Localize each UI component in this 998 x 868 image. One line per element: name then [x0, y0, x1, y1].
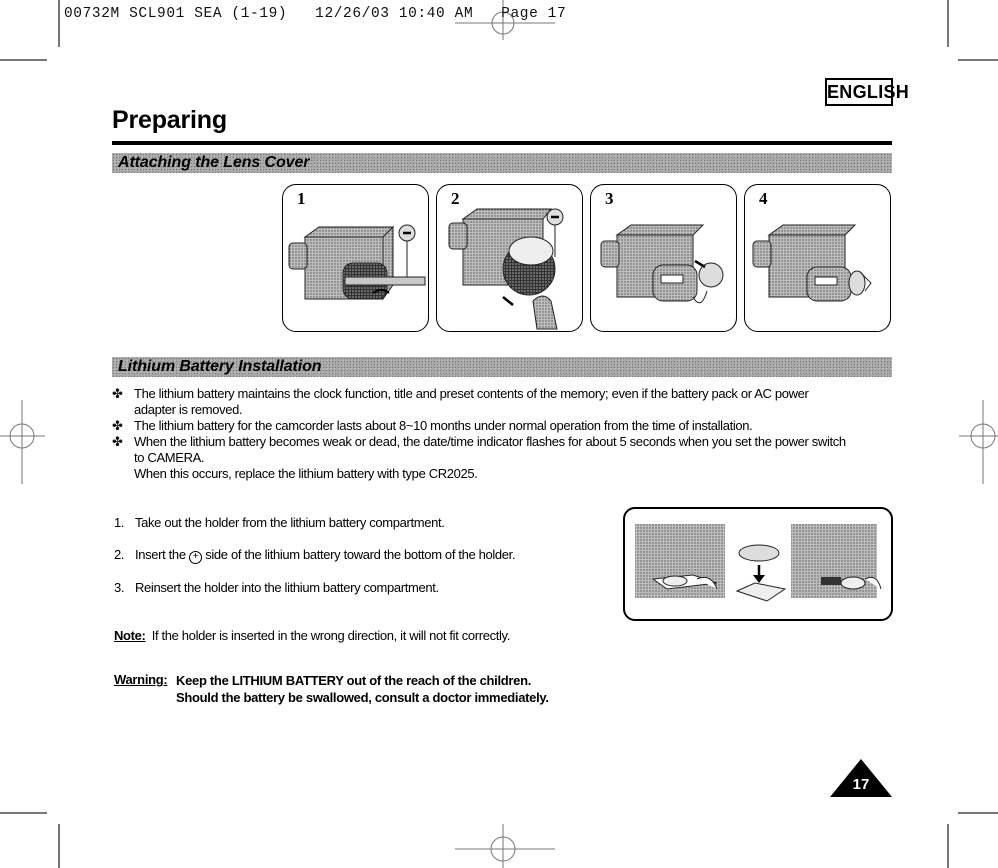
camcorder-illustration-icon: [745, 185, 890, 331]
crop-mark-bl-h: [0, 812, 47, 814]
bullet-icon: ✤: [112, 418, 123, 433]
note-label: Note:: [114, 628, 146, 643]
page-number: 17: [852, 776, 870, 793]
registration-mark-right: [955, 400, 998, 485]
illustration-panel-2: [436, 184, 583, 332]
bullet-icon: ✤: [112, 434, 123, 449]
panel-number: 4: [759, 189, 768, 208]
title-rule: [112, 141, 892, 145]
note-text: If the holder is inserted in the wrong direction, it will not fit correctly.: [151, 628, 511, 643]
battery-holder-illustration-icon: [625, 509, 891, 619]
bullet-line: to CAMERA.: [134, 450, 205, 465]
crop-mark-tr-h: [958, 59, 998, 61]
language-tab: ENGLISH: [825, 78, 893, 106]
camcorder-illustration-icon: [283, 185, 428, 331]
bullet-item: [112, 434, 897, 482]
illustration-panel-1: [282, 184, 429, 332]
bullet-line: The lithium battery maintains the clock function, title and preset contents of the memory; even if the battery pack or AC power: [134, 386, 809, 401]
warning-line: Keep the LITHIUM BATTERY out of the reach of the children.: [176, 673, 532, 688]
illustration-panel-3: [590, 184, 737, 332]
crop-mark-br-h: [958, 812, 998, 814]
bullet-line: When the lithium battery becomes weak or dead, the date/time indicator flashes for about 5 seconds when you set the power switch: [134, 434, 846, 449]
warning-label: Warning:: [114, 672, 168, 687]
step-number: 3.: [114, 580, 125, 595]
step-item: [114, 547, 515, 564]
camcorder-illustration-icon: [591, 185, 736, 331]
section-heading-lithium: [112, 357, 892, 377]
crop-mark-bl-v: [58, 824, 60, 868]
crop-mark-tr-v: [947, 0, 949, 47]
crop-mark-tl-h: [0, 59, 47, 61]
warning: [114, 672, 549, 705]
bullet-icon: ✤: [112, 386, 123, 401]
section-heading-lens-cover: [112, 153, 892, 173]
panel-number: 2: [451, 189, 460, 208]
camcorder-illustration-icon: [437, 185, 582, 331]
page-title: Preparing: [112, 106, 227, 134]
step-item: [114, 515, 445, 530]
plus-terminal-icon: +: [189, 551, 202, 564]
print-slug: 00732M SCL901 SEA (1-19) 12/26/03 10:40 AM Page 17: [64, 6, 567, 22]
section-heading-text: Attaching the Lens Cover: [118, 154, 310, 171]
registration-mark-left: [0, 400, 50, 485]
warning-line: Should the battery be swallowed, consult a doctor immediately.: [176, 690, 549, 705]
bullet-line: The lithium battery for the camcorder lasts about 8~10 months under normal operation from the time of installation.: [134, 418, 753, 433]
step-text: Insert the: [135, 547, 186, 562]
bullet-item: [112, 386, 897, 418]
registration-mark-bottom: [455, 822, 555, 868]
battery-illustration-box: [623, 507, 893, 621]
section-heading-text: Lithium Battery Installation: [118, 358, 322, 375]
illustration-panel-4: [744, 184, 891, 332]
crop-mark-tl-v: [58, 0, 60, 47]
bullet-item: [112, 418, 897, 434]
step-text: Take out the holder from the lithium battery compartment.: [135, 515, 445, 530]
step-item: [114, 580, 439, 595]
bullet-line: adapter is removed.: [134, 402, 243, 417]
note: [114, 628, 510, 643]
step-text: Reinsert the holder into the lithium battery compartment.: [135, 580, 439, 595]
step-text: side of the lithium battery toward the bottom of the holder.: [205, 547, 516, 562]
step-number: 2.: [114, 547, 125, 562]
panel-number: 3: [605, 189, 614, 208]
bullet-line: When this occurs, replace the lithium battery with type CR2025.: [134, 466, 478, 481]
crop-mark-br-v: [947, 824, 949, 868]
panel-number: 1: [297, 189, 306, 208]
step-number: 1.: [114, 515, 125, 530]
